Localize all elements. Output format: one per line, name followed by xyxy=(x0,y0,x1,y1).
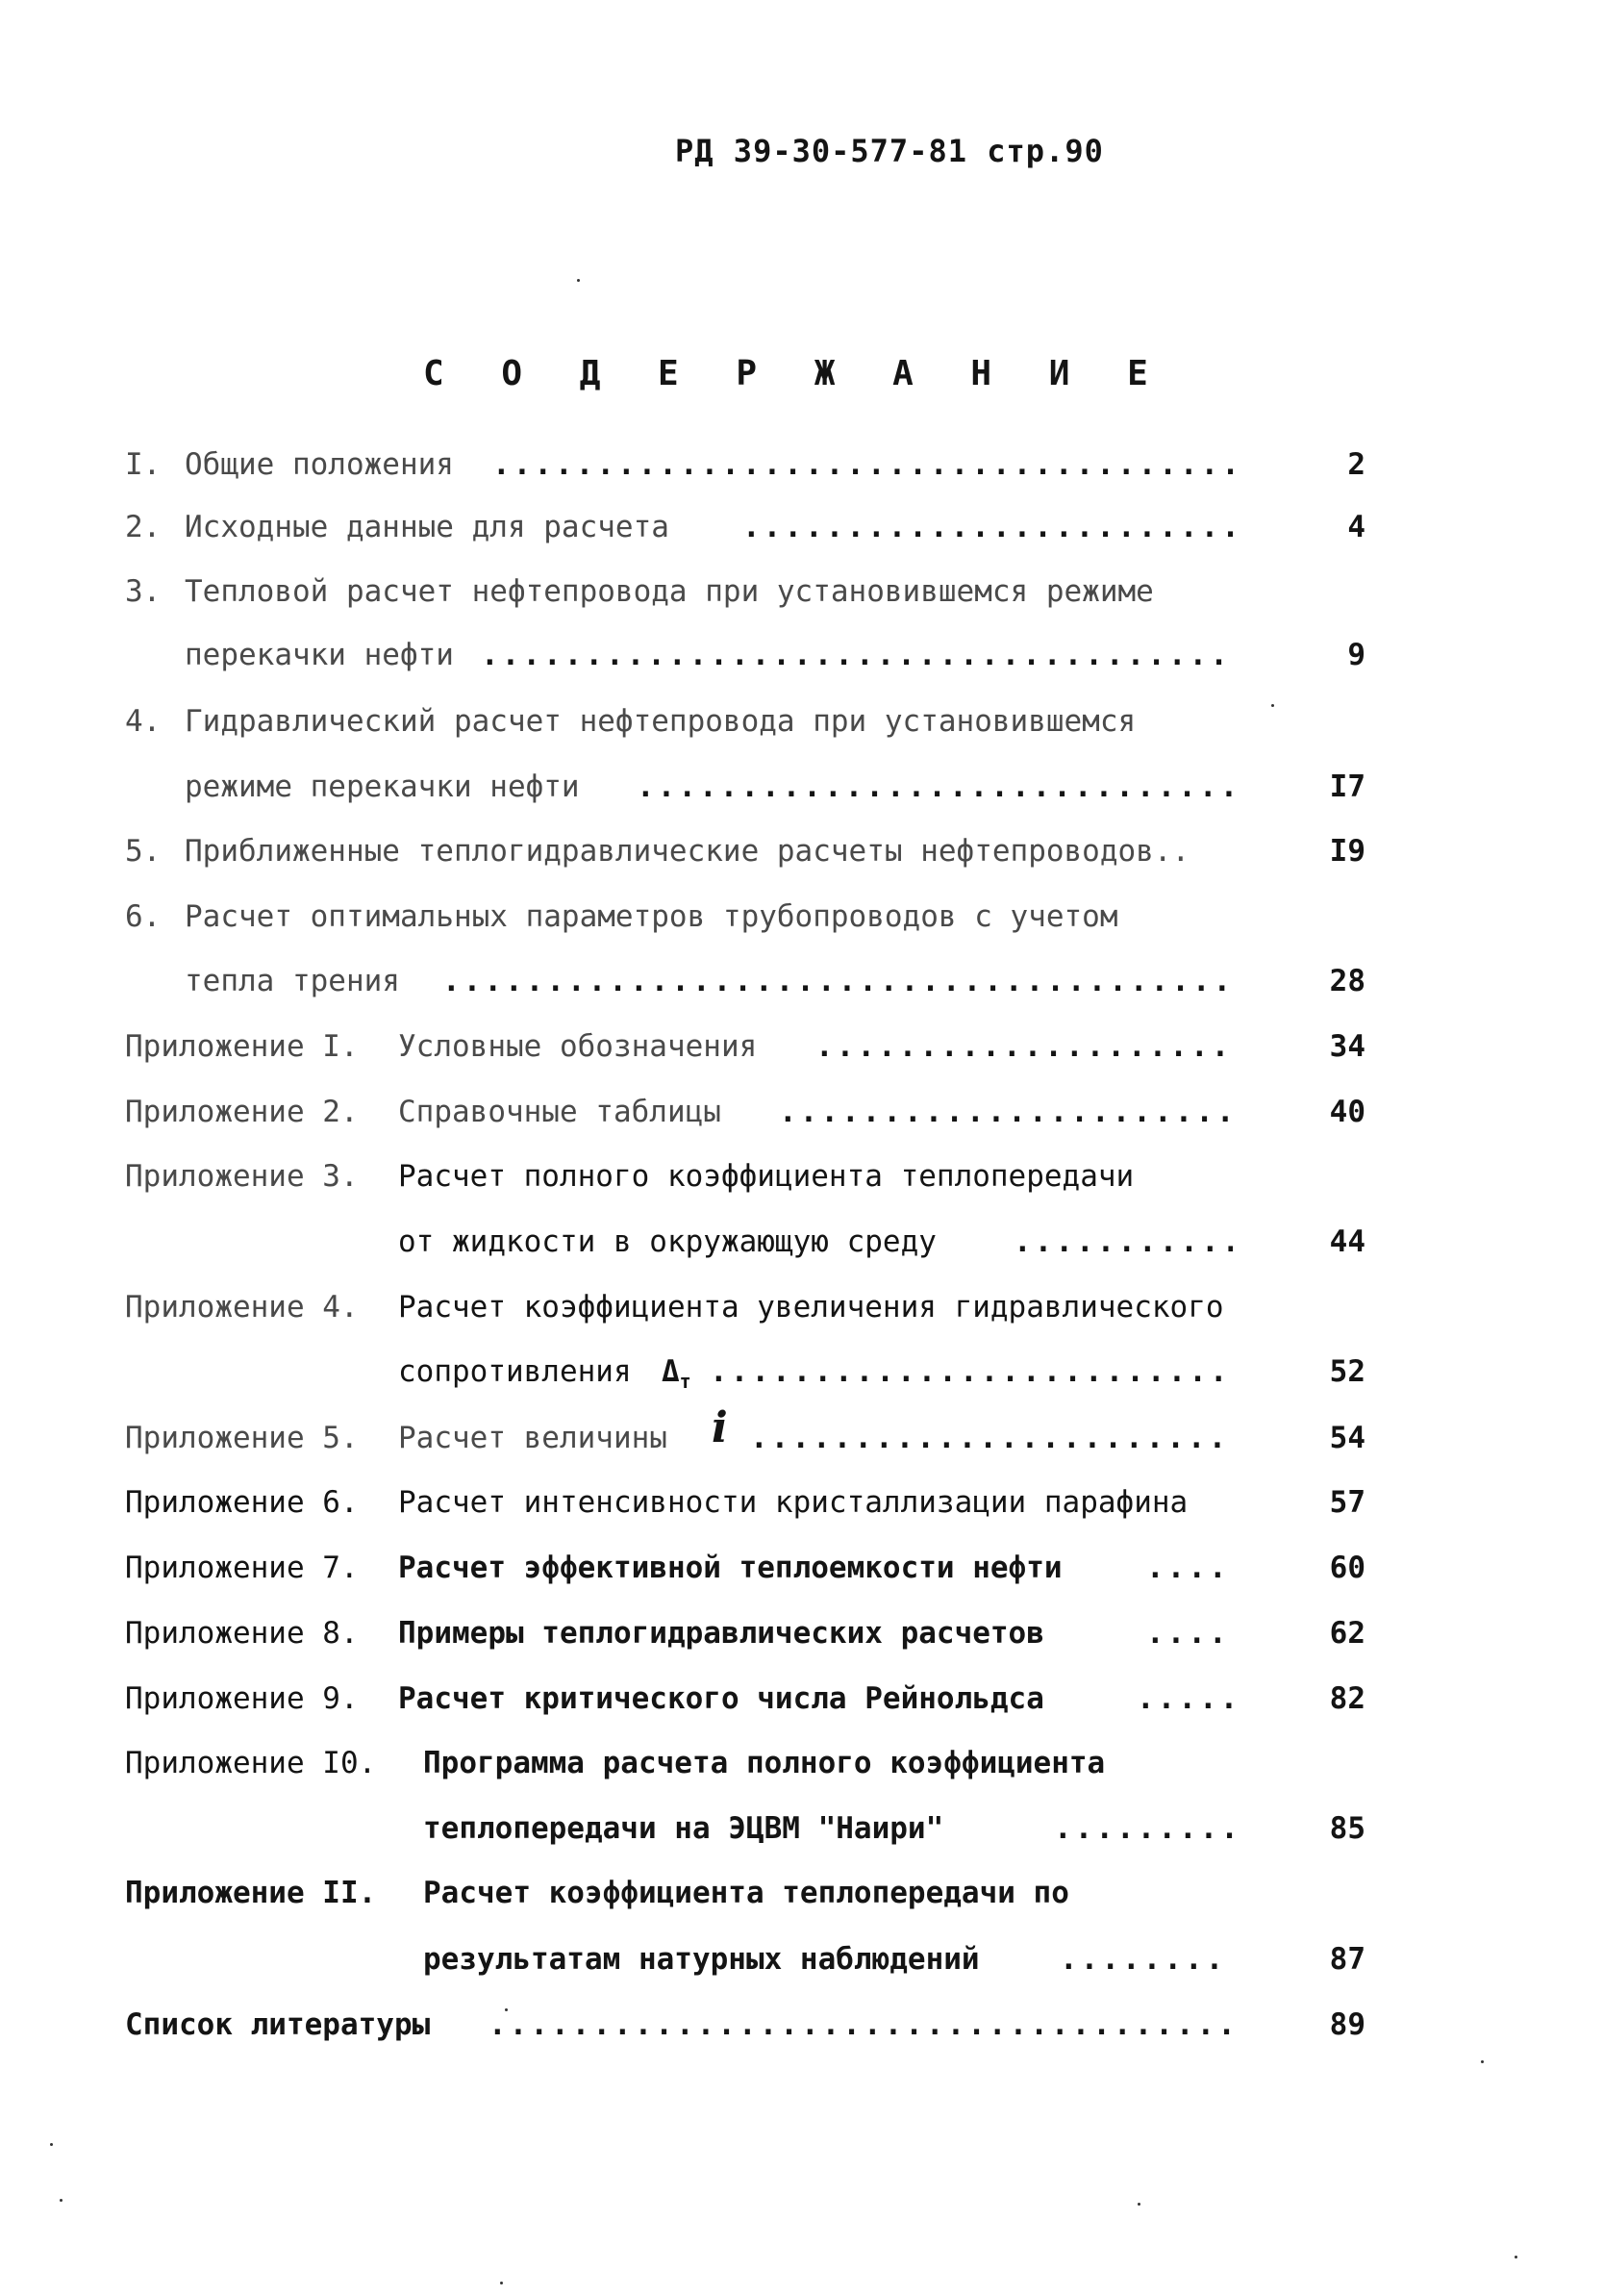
table-of-contents xyxy=(125,0,1365,2296)
scan-speck xyxy=(1138,2203,1140,2206)
toc-entry-page: 44 xyxy=(1329,1224,1365,1259)
toc-entry-number: 3. xyxy=(125,574,162,609)
toc-entry-title: Расчет полного коэффициента теплопередачи xyxy=(398,1159,1135,1194)
toc-entry-1[interactable] xyxy=(125,441,1365,489)
toc-entry-5[interactable] xyxy=(125,827,1365,875)
toc-entry-2[interactable] xyxy=(125,503,1365,551)
toc-entry-number: Приложение 2. xyxy=(125,1095,359,1129)
toc-entry-number: Приложение II. xyxy=(125,1876,377,1910)
scan-speck xyxy=(1481,2060,1484,2063)
scan-speck xyxy=(1515,2256,1517,2258)
toc-entry-title: Расчет оптимальных параметров трубопроводов с учетом xyxy=(185,899,1118,934)
toc-entry-title: перекачки нефти xyxy=(185,638,454,672)
toc-leader-dots xyxy=(488,2001,1233,2049)
toc-leader-dots xyxy=(742,503,1233,551)
toc-appendix-1[interactable] xyxy=(125,1022,1365,1071)
toc-entry-title: Расчет коэффициента теплопередачи по xyxy=(423,1876,1069,1910)
toc-appendix-2[interactable] xyxy=(125,1088,1365,1136)
toc-entry-title: от жидкости в окружающую среду xyxy=(398,1224,937,1259)
scan-speck xyxy=(505,2008,508,2011)
toc-leader-dots xyxy=(1060,1935,1233,1983)
toc-entry-title: Тепловой расчет нефтепровода при установившемся режиме xyxy=(185,574,1154,609)
toc-entry-title: Примеры теплогидравлических расчетов xyxy=(398,1616,1044,1651)
toc-entry-number: 5. xyxy=(125,834,162,869)
toc-leader-dots xyxy=(637,763,1233,811)
toc-leader-dots xyxy=(492,441,1233,489)
toc-entry-6-cont[interactable] xyxy=(125,957,1365,1005)
toc-entry-title: результатам натурных наблюдений xyxy=(423,1942,980,1977)
toc-entry-page: 87 xyxy=(1329,1942,1365,1977)
toc-entry-page: 2 xyxy=(1347,447,1365,482)
toc-leader-dots xyxy=(481,631,1233,679)
toc-leader-dots xyxy=(750,1414,1233,1462)
toc-entry-page: 62 xyxy=(1329,1616,1365,1651)
toc-appendix-3-cont[interactable] xyxy=(125,1218,1365,1266)
delta-glyph: Δ xyxy=(662,1354,680,1389)
delta-symbol xyxy=(662,1348,691,1405)
toc-entry-title: Расчет величины xyxy=(398,1421,667,1455)
toc-appendix-10[interactable] xyxy=(125,1739,1365,1787)
toc-entry-page: 89 xyxy=(1329,2007,1365,2042)
toc-entry-page: 9 xyxy=(1347,638,1365,672)
toc-entry-page: 85 xyxy=(1329,1811,1365,1846)
toc-appendix-3[interactable] xyxy=(125,1152,1365,1200)
toc-leader-dots xyxy=(710,1348,1233,1396)
toc-entry-page: 54 xyxy=(1329,1421,1365,1455)
toc-leader-dots xyxy=(1137,1675,1233,1723)
toc-entry-4-cont[interactable] xyxy=(125,763,1365,811)
toc-entry-title: сопротивления xyxy=(398,1354,632,1389)
toc-entry-3[interactable] xyxy=(125,568,1365,616)
document-header: РД 39-30-577-81 стр.90 xyxy=(675,133,1104,169)
toc-entry-page: I9 xyxy=(1329,834,1365,869)
toc-leader-dots xyxy=(779,1088,1233,1136)
toc-entry-number: 4. xyxy=(125,704,162,739)
toc-appendix-7[interactable] xyxy=(125,1544,1365,1592)
delta-subscript: т xyxy=(679,1370,691,1394)
toc-appendix-11[interactable] xyxy=(125,1869,1365,1917)
toc-appendix-4-cont[interactable] xyxy=(125,1348,1365,1396)
toc-leader-dots xyxy=(1146,1544,1233,1592)
scan-speck xyxy=(500,2282,503,2284)
toc-entry-page: 34 xyxy=(1329,1029,1365,1064)
toc-appendix-4[interactable] xyxy=(125,1283,1365,1331)
toc-entry-title: Расчет эффективной теплоемкости нефти xyxy=(398,1551,1063,1585)
toc-entry-number: Приложение 4. xyxy=(125,1290,359,1325)
toc-entry-title: Исходные данные для расчета xyxy=(185,510,669,544)
toc-entry-number: 6. xyxy=(125,899,162,934)
toc-entry-number: 2. xyxy=(125,510,162,544)
toc-entry-number: Приложение 7. xyxy=(125,1551,359,1585)
toc-entry-title: тепла трения xyxy=(185,964,400,998)
scan-speck xyxy=(1271,704,1274,707)
toc-entry-page: 52 xyxy=(1329,1354,1365,1389)
toc-entry-number: Приложение 6. xyxy=(125,1485,359,1520)
toc-entry-page: 28 xyxy=(1329,964,1365,998)
toc-entry-number: Приложение 5. xyxy=(125,1421,359,1455)
toc-entry-title: Расчет коэффициента увеличения гидравлического xyxy=(398,1290,1224,1325)
scan-speck xyxy=(577,279,580,282)
toc-appendix-11-cont[interactable] xyxy=(125,1935,1365,1983)
toc-entry-number: Приложение 8. xyxy=(125,1616,359,1651)
toc-bibliography[interactable] xyxy=(125,2001,1365,2049)
toc-leader-dots xyxy=(442,957,1233,1005)
toc-entry-title: Приближенные теплогидравлические расчеты нефтепроводов.. xyxy=(185,834,1190,869)
toc-entry-title: Гидравлический расчет нефтепровода при установившемся xyxy=(185,704,1137,739)
toc-appendix-8[interactable] xyxy=(125,1609,1365,1657)
toc-entry-page: 60 xyxy=(1329,1551,1365,1585)
toc-entry-title: Список литературы xyxy=(125,2007,431,2042)
toc-entry-number: I. xyxy=(125,447,162,482)
toc-entry-page: 57 xyxy=(1329,1485,1365,1520)
toc-entry-title: теплопередачи на ЭЦВМ "Наири" xyxy=(423,1811,944,1846)
toc-entry-4[interactable] xyxy=(125,697,1365,745)
toc-entry-title: Расчет интенсивности кристаллизации парафина xyxy=(398,1485,1189,1520)
toc-entry-title: Справочные таблицы xyxy=(398,1095,721,1129)
page-title: С О Д Е Р Ж А Н И Е xyxy=(423,354,1166,393)
toc-entry-3-cont[interactable] xyxy=(125,631,1365,679)
toc-appendix-5[interactable] xyxy=(125,1403,1365,1462)
toc-entry-number: Приложение 9. xyxy=(125,1681,359,1716)
toc-entry-number: Приложение I. xyxy=(125,1029,359,1064)
toc-appendix-9[interactable] xyxy=(125,1675,1365,1723)
toc-leader-dots xyxy=(1014,1218,1233,1266)
toc-entry-title: Программа расчета полного коэффициента xyxy=(423,1746,1106,1780)
scan-speck xyxy=(60,2199,63,2202)
toc-leader-dots xyxy=(1054,1804,1233,1853)
toc-entry-title: Общие положения xyxy=(185,447,454,482)
toc-entry-number: Приложение I0. xyxy=(125,1746,377,1780)
toc-entry-page: I7 xyxy=(1329,770,1365,804)
toc-appendix-6[interactable] xyxy=(125,1478,1365,1526)
toc-entry-number: Приложение 3. xyxy=(125,1159,359,1194)
toc-entry-page: 4 xyxy=(1347,510,1365,544)
toc-entry-page: 40 xyxy=(1329,1095,1365,1129)
toc-entry-title: Расчет критического числа Рейнольдса xyxy=(398,1681,1044,1716)
i-symbol: i xyxy=(712,1403,728,1452)
toc-appendix-10-cont[interactable] xyxy=(125,1804,1365,1853)
toc-entry-page: 82 xyxy=(1329,1681,1365,1716)
toc-leader-dots xyxy=(1146,1609,1233,1657)
toc-entry-6[interactable] xyxy=(125,893,1365,941)
scan-speck xyxy=(50,2143,53,2146)
toc-entry-title: режиме перекачки нефти xyxy=(185,770,580,804)
toc-leader-dots xyxy=(815,1022,1233,1071)
toc-entry-title: Условные обозначения xyxy=(398,1029,758,1064)
